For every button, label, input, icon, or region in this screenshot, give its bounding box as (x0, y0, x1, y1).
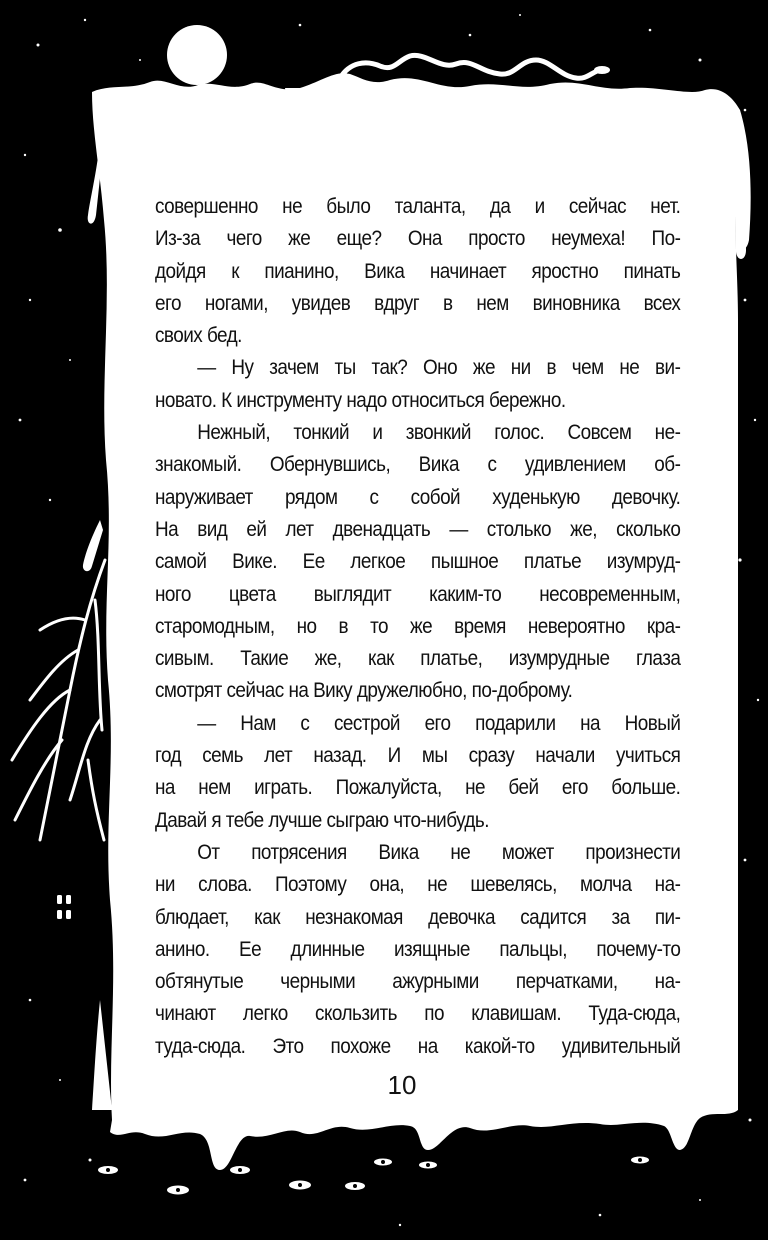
text-line: Нежный, тонкий и звонкий голос. Совсем не- (197, 420, 681, 445)
text-line: Давай я тебе лучше сыграю что-нибудь. (155, 807, 489, 832)
text-line: совершенно не было таланта, да и сейчас нет. (155, 194, 681, 218)
text-line: — Нам с сестрой его подарили на Новый (197, 710, 681, 735)
text-line: От потрясения Вика не может произнести (197, 839, 681, 864)
tree-branches-icon (12, 560, 105, 840)
body-text (155, 190, 681, 1062)
text-line: ни слова. Поэтому она, не шевелясь, молча на- (155, 872, 681, 897)
text-line: сивым. Такие же, как платье, изумрудные глаза (155, 646, 681, 671)
text-line: анино. Ее длинные изящные пальцы, почему-то (155, 936, 681, 961)
text-line: год семь лет назад. И мы сразу начали учиться (155, 743, 681, 768)
text-line: наруживает рядом с собой худенькую девочку. (155, 484, 681, 509)
text-line: старомодным, но в то же время невероятно кра- (155, 613, 681, 638)
text-line: Из-за чего же еще? Она просто неумеха! По- (155, 226, 681, 251)
text-line: смотрят сейчас на Вику дружелюбно, по-доброму. (155, 678, 573, 703)
text-line: чинают легко скользить по клавишам. Туда-сюда, (155, 1001, 681, 1026)
text-line: блюдает, как незнакомая девочка садится за пи- (155, 904, 681, 929)
window-lights (57, 895, 71, 919)
page-number: 10 (387, 1070, 417, 1100)
text-line: его ногами, увидев вдруг в нем виновника всех (155, 290, 681, 315)
text-line: дойдя к пианино, Вика начинает яростно пинать (155, 258, 681, 283)
text-line: новато. К инструменту надо относиться бережно. (155, 387, 566, 412)
text-line: обтянутые черными ажурными перчатками, на- (155, 969, 681, 994)
eyes-icon (98, 1157, 649, 1195)
text-line: на нем играть. Пожалуйста, не бей его больше. (155, 775, 681, 800)
text-line: своих бед. (155, 323, 242, 348)
snake-icon (340, 55, 600, 78)
text-line: На вид ей лет двенадцать — столько же, сколько (155, 516, 681, 541)
moon-icon (167, 25, 227, 85)
text-line: самой Вике. Ее легкое пышное платье изумруд- (155, 549, 681, 574)
text-line: знакомый. Обернувшись, Вика с удивлением об- (155, 452, 681, 477)
text-line: — Ну зачем ты так? Оно же ни в чем не ви- (197, 355, 681, 380)
text-line: туда-сюда. Это похоже на какой-то удивительный (155, 1033, 681, 1058)
text-line: ного цвета выглядит каким-то несовременным, (155, 581, 681, 606)
